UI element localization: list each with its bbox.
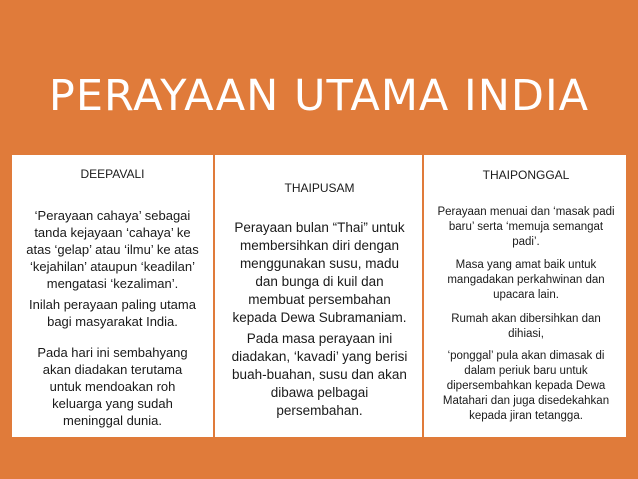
thaiponggal-paragraph-1: Perayaan menuai dan ‘masak padi baru’ serta ‘memuja semangat padi’. <box>437 206 615 248</box>
festival-table <box>12 155 626 437</box>
thaiponggal-paragraph-3: Rumah akan dibersihkan dan dihiasi, <box>451 313 601 340</box>
deepavali-paragraph-1: ‘Perayaan cahaya’ sebagai tanda kejayaan ‘cahaya’ ke atas ‘gelap’ atau ‘ilmu’ ke atas ‘kejahilan’ ataupun ‘keadilan’ mengatasi ‘kezaliman’. <box>26 208 199 291</box>
thaipusam-paragraph-1: Perayaan bulan “Thai” untuk membersihkan diri dengan menggunakan susu, madu dan bunga di kuil dan membuat persembahan kepada Dewa Subramaniam. <box>232 220 407 325</box>
column-thaiponggal <box>426 155 626 437</box>
thaiponggal-paragraph-4: ‘ponggal’ pula akan dimasak di dalam periuk baru untuk dipersembahkan kepada Dewa Matahari dan juga disedekahkan kepada jiran tetangga. <box>442 350 610 422</box>
slide-title: PERAYAAN UTAMA INDIA <box>48 71 590 121</box>
deepavali-paragraph-3: Pada hari ini sembahyang akan diadakan terutama untuk mendoakan roh keluarga yang sudah meninggal dunia. <box>37 345 188 428</box>
thaiponggal-paragraph-2: Masa yang amat baik untuk mangadakan perkahwinan dan upacara lain. <box>447 259 605 301</box>
column-deepavali <box>12 155 215 437</box>
column-thaipusam <box>217 155 424 437</box>
column-header-thaipusam: THAIPUSAM <box>284 181 355 195</box>
thaipusam-paragraph-2: Pada masa perayaan ini diadakan, ‘kavadi’ yang berisi buah-buahan, susu dan akan dibawa pelbagai persembahan. <box>231 331 408 418</box>
column-header-thaiponggal: THAIPONGGAL <box>482 168 570 182</box>
deepavali-paragraph-2: Inilah perayaan paling utama bagi masyarakat India. <box>29 297 196 329</box>
column-header-deepavali: DEEPAVALI <box>80 167 145 181</box>
